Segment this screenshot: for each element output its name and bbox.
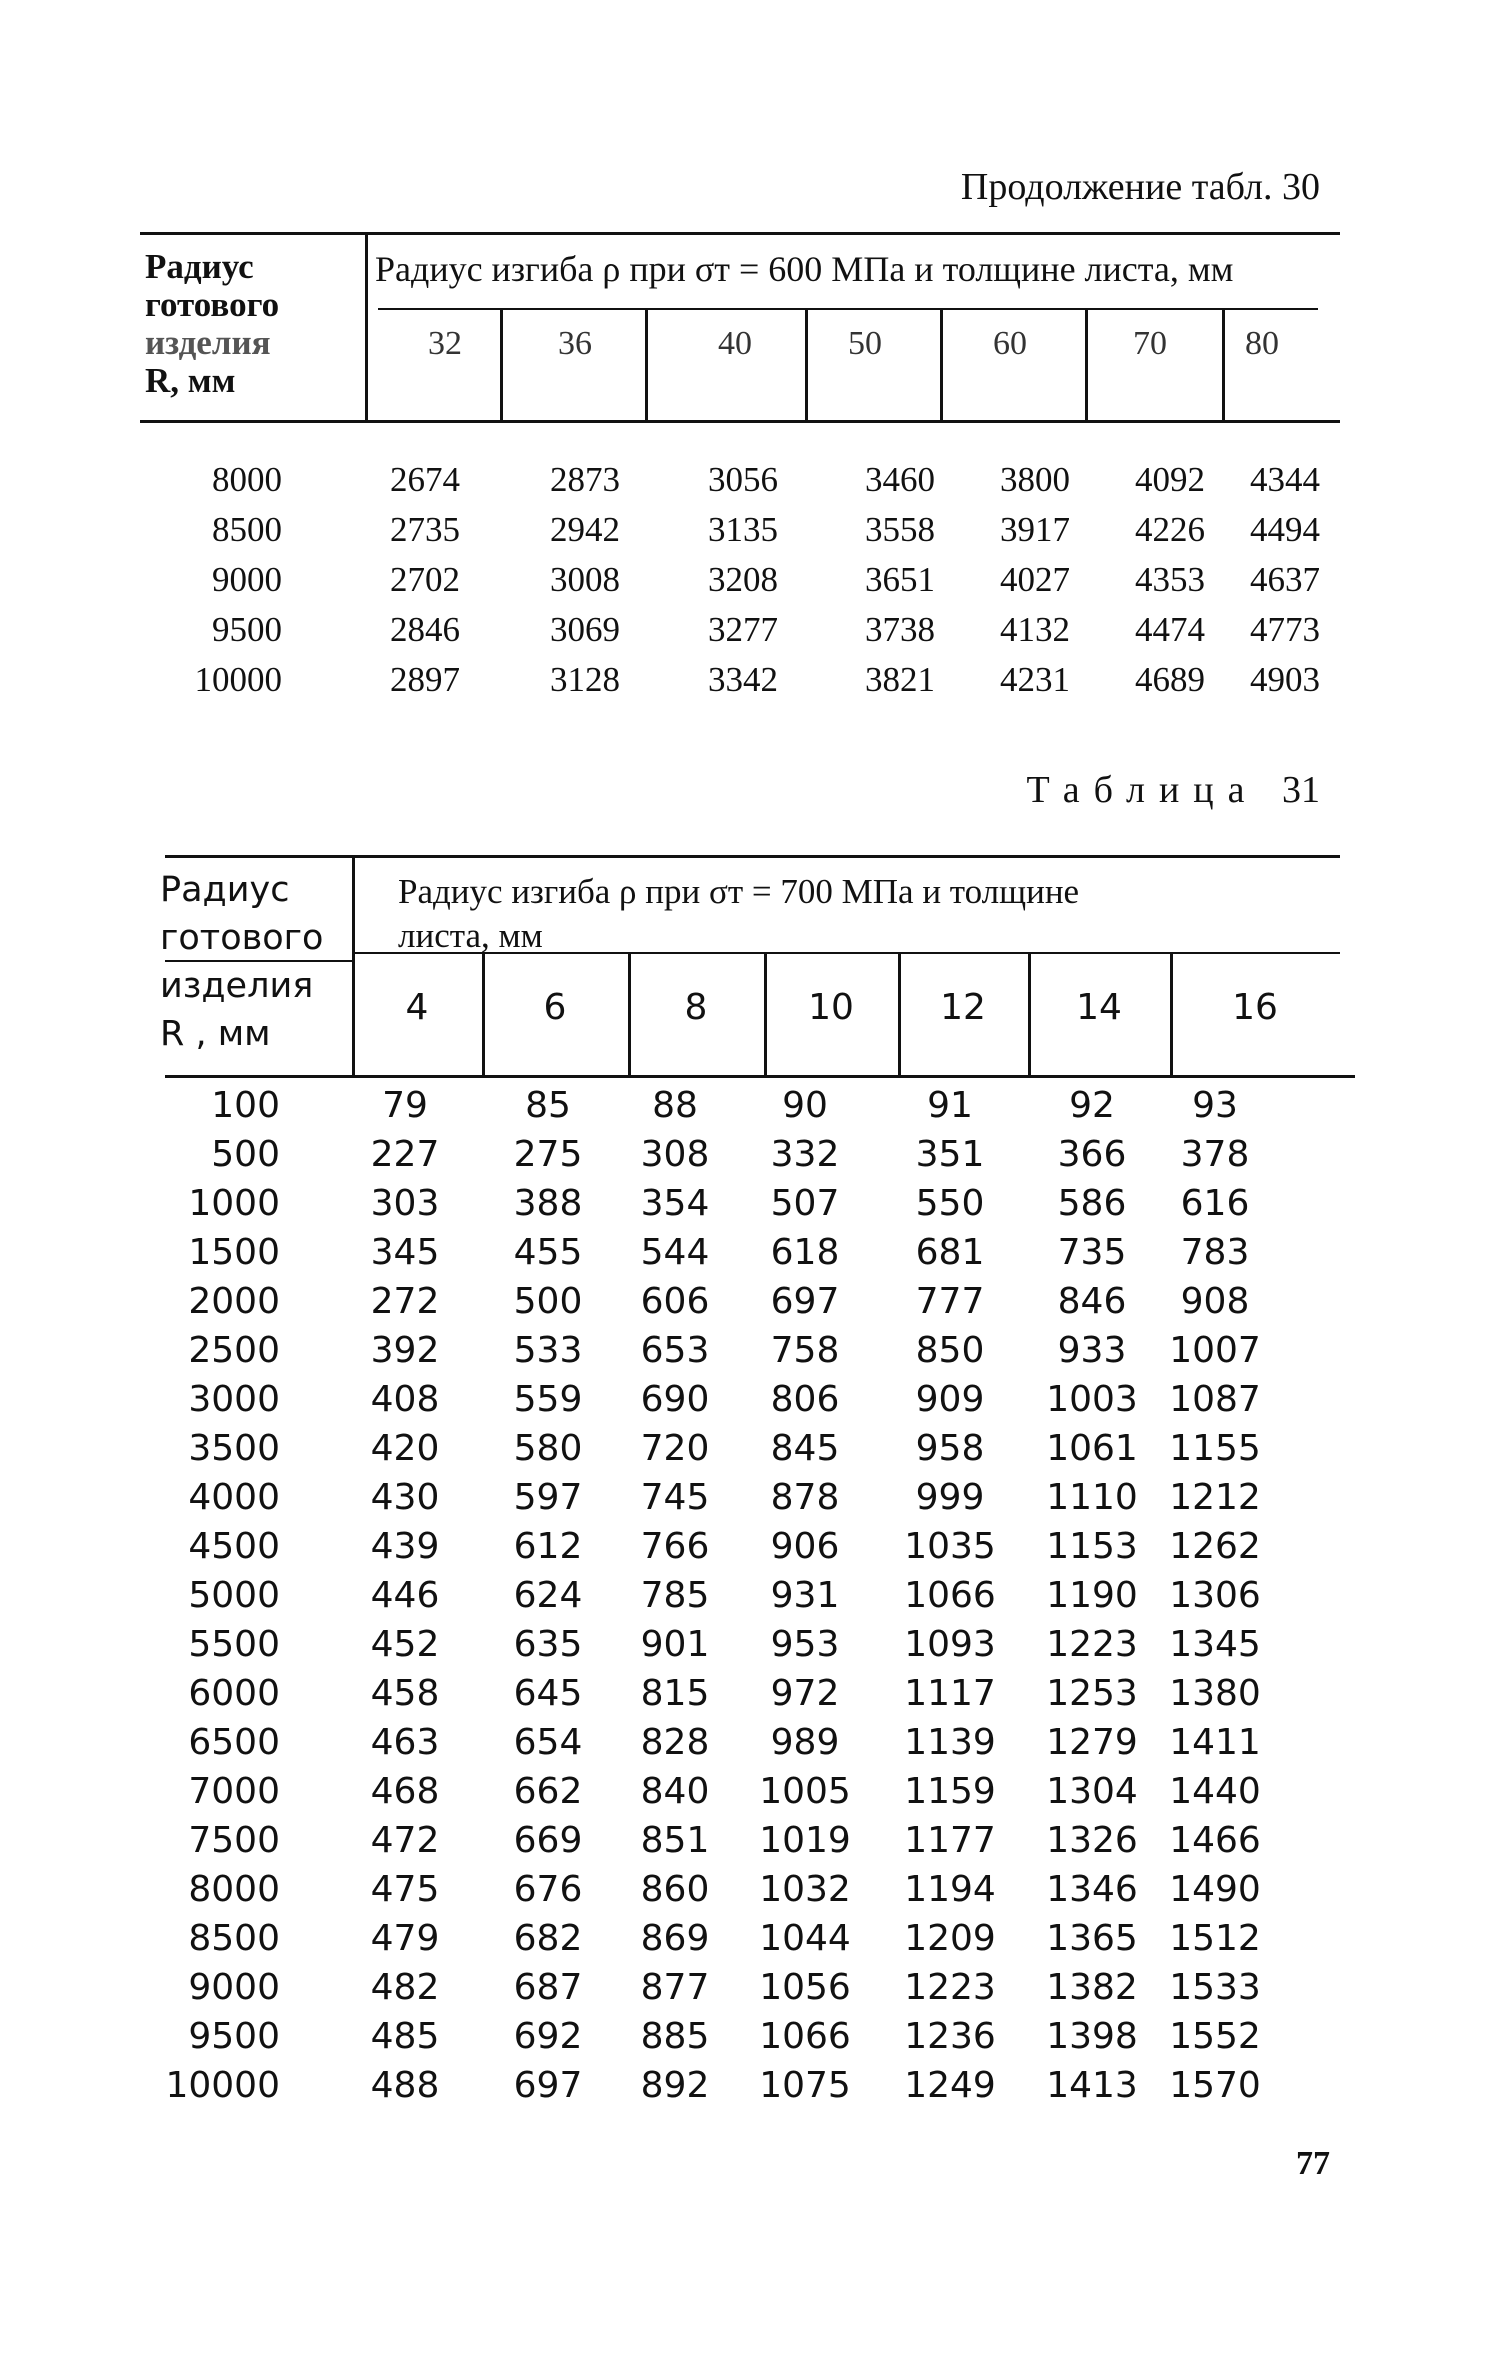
table-cell: 1056 [759, 1967, 851, 2008]
table-cell: 1249 [904, 2065, 996, 2106]
table-30-column-header: Радиус изгиба ρ при σт = 600 МПа и толщине листа, мм [375, 249, 1234, 289]
table-cell: 4226 [1135, 510, 1205, 549]
table-cell: 3135 [708, 510, 778, 549]
table-30-divider [940, 310, 943, 420]
table-cell: 681 [915, 1232, 985, 1273]
row-radius: 3500 [188, 1428, 280, 1469]
row-radius: 1500 [188, 1232, 280, 1273]
table-cell: 408 [370, 1379, 440, 1420]
table-cell: 3917 [1000, 510, 1070, 549]
table-30-divider [1085, 310, 1088, 420]
row-radius: 5000 [188, 1575, 280, 1616]
table-cell: 4353 [1135, 560, 1205, 599]
table-cell: 697 [513, 2065, 583, 2106]
table-cell: 806 [770, 1379, 840, 1420]
table-cell: 1466 [1169, 1820, 1261, 1861]
table-cell: 682 [513, 1918, 583, 1959]
table-cell: 953 [770, 1624, 840, 1665]
table-cell: 766 [640, 1526, 710, 1567]
table-cell: 1035 [904, 1526, 996, 1567]
row-radius: 9000 [188, 1967, 280, 2008]
table-30-row-header: Радиус готового изделия R, мм [145, 247, 280, 400]
table-cell: 909 [915, 1379, 985, 1420]
table-cell: 3800 [1000, 460, 1070, 499]
table-cell: 1194 [904, 1869, 996, 1910]
table-cell: 472 [370, 1820, 440, 1861]
table-cell: 1512 [1169, 1918, 1261, 1959]
table-30-divider [645, 310, 648, 420]
table-cell: 1223 [904, 1967, 996, 2008]
table-31-header-bottom-rule [165, 1075, 1355, 1078]
thickness-header: 6 [543, 987, 567, 1028]
table-cell: 392 [370, 1330, 440, 1371]
table-cell: 1552 [1169, 2016, 1261, 2057]
table-cell: 933 [1057, 1330, 1127, 1371]
table-cell: 332 [770, 1134, 840, 1175]
table-cell: 1212 [1169, 1477, 1261, 1518]
table-cell: 1262 [1169, 1526, 1261, 1567]
thickness-header: 70 [1133, 325, 1167, 362]
table-cell: 544 [640, 1232, 710, 1273]
table-cell: 388 [513, 1183, 583, 1224]
row-radius: 10000 [165, 2065, 280, 2106]
table-cell: 580 [513, 1428, 583, 1469]
table-cell: 1117 [904, 1673, 996, 1714]
table-cell: 1223 [1046, 1624, 1138, 1665]
row-radius: 2000 [188, 1281, 280, 1322]
table-cell: 93 [1192, 1085, 1238, 1126]
table-cell: 1190 [1046, 1575, 1138, 1616]
table-cell: 1533 [1169, 1967, 1261, 2008]
table-cell: 2846 [390, 610, 460, 649]
table-cell: 1159 [904, 1771, 996, 1812]
table-cell: 735 [1057, 1232, 1127, 1273]
table-30-divider [365, 232, 368, 420]
table-cell: 308 [640, 1134, 710, 1175]
thickness-header: 16 [1232, 987, 1278, 1028]
table-cell: 972 [770, 1673, 840, 1714]
table-cell: 354 [640, 1183, 710, 1224]
table-cell: 3056 [708, 460, 778, 499]
table-cell: 906 [770, 1526, 840, 1567]
table-cell: 3558 [865, 510, 935, 549]
table-cell: 458 [370, 1673, 440, 1714]
table-cell: 303 [370, 1183, 440, 1224]
table-cell: 635 [513, 1624, 583, 1665]
table-cell: 1236 [904, 2016, 996, 2057]
table-cell: 1411 [1169, 1722, 1261, 1763]
table-cell: 488 [370, 2065, 440, 2106]
thickness-header: 12 [940, 987, 986, 1028]
table-cell: 3008 [550, 560, 620, 599]
table-30-top-rule [140, 232, 1340, 235]
table-cell: 420 [370, 1428, 440, 1469]
table-cell: 3651 [865, 560, 935, 599]
table-cell: 815 [640, 1673, 710, 1714]
table-cell: 1382 [1046, 1967, 1138, 2008]
table-cell: 1177 [904, 1820, 996, 1861]
table-cell: 2735 [390, 510, 460, 549]
table-cell: 1304 [1046, 1771, 1138, 1812]
table-cell: 597 [513, 1477, 583, 1518]
table-31-title-word: Таблица [1026, 769, 1259, 811]
table-cell: 1253 [1046, 1673, 1138, 1714]
table-cell: 4773 [1250, 610, 1320, 649]
table-cell: 1365 [1046, 1918, 1138, 1959]
table-cell: 645 [513, 1673, 583, 1714]
thickness-header: 36 [558, 325, 592, 362]
table-cell: 1346 [1046, 1869, 1138, 1910]
table-cell: 4474 [1135, 610, 1205, 649]
table-cell: 3738 [865, 610, 935, 649]
table-cell: 869 [640, 1918, 710, 1959]
table-cell: 1003 [1046, 1379, 1138, 1420]
row-radius: 500 [211, 1134, 280, 1175]
table-cell: 908 [1180, 1281, 1250, 1322]
table-cell: 85 [525, 1085, 571, 1126]
table-cell: 500 [513, 1281, 583, 1322]
table-31-top-rule [165, 855, 1340, 858]
table-cell: 846 [1057, 1281, 1127, 1322]
table-cell: 3208 [708, 560, 778, 599]
table-cell: 4903 [1250, 660, 1320, 699]
table-cell: 479 [370, 1918, 440, 1959]
row-radius: 9000 [212, 560, 282, 599]
table-cell: 4027 [1000, 560, 1070, 599]
row-radius: 100 [211, 1085, 280, 1126]
table-cell: 79 [382, 1085, 428, 1126]
table-cell: 4132 [1000, 610, 1070, 649]
table-31-title-number: 31 [1282, 769, 1320, 811]
table-cell: 227 [370, 1134, 440, 1175]
table-cell: 720 [640, 1428, 710, 1469]
table-cell: 1398 [1046, 2016, 1138, 2057]
table-cell: 624 [513, 1575, 583, 1616]
table-31-row-header: Радиус готового изделия R , мм [160, 870, 324, 1054]
row-radius: 4000 [188, 1477, 280, 1518]
table-cell: 758 [770, 1330, 840, 1371]
table-cell: 430 [370, 1477, 440, 1518]
table-cell: 3277 [708, 610, 778, 649]
table-cell: 1007 [1169, 1330, 1261, 1371]
table-31-column-header: Радиус изгиба ρ при σт = 700 МПа и толщине листа, мм [398, 872, 1080, 955]
table-cell: 452 [370, 1624, 440, 1665]
thickness-header: 50 [848, 325, 882, 362]
table-cell: 999 [915, 1477, 985, 1518]
table-cell: 878 [770, 1477, 840, 1518]
table-cell: 606 [640, 1281, 710, 1322]
table-cell: 777 [915, 1281, 985, 1322]
table-cell: 612 [513, 1526, 583, 1567]
table-cell: 351 [915, 1134, 985, 1175]
table-cell: 559 [513, 1379, 583, 1420]
table-cell: 1019 [759, 1820, 851, 1861]
row-radius: 7500 [188, 1820, 280, 1861]
row-radius: 10000 [194, 660, 282, 699]
table-cell: 785 [640, 1575, 710, 1616]
table-cell: 1345 [1169, 1624, 1261, 1665]
table-31-title [880, 768, 1320, 812]
table-cell: 378 [1180, 1134, 1250, 1175]
table-cell: 4637 [1250, 560, 1320, 599]
table-cell: 550 [915, 1183, 985, 1224]
row-radius: 4500 [188, 1526, 280, 1567]
thickness-header: 40 [718, 325, 752, 362]
row-radius: 7000 [188, 1771, 280, 1812]
table-cell: 783 [1180, 1232, 1250, 1273]
table-cell: 1093 [904, 1624, 996, 1665]
row-radius: 6500 [188, 1722, 280, 1763]
table-cell: 697 [770, 1281, 840, 1322]
table-cell: 1075 [759, 2065, 851, 2106]
table-cell: 2873 [550, 460, 620, 499]
row-radius: 8500 [188, 1918, 280, 1959]
table-cell: 275 [513, 1134, 583, 1175]
table-cell: 931 [770, 1575, 840, 1616]
thickness-header: 60 [993, 325, 1027, 362]
table-cell: 4689 [1135, 660, 1205, 699]
table-cell: 1380 [1169, 1673, 1261, 1714]
table-cell: 485 [370, 2016, 440, 2057]
table-cell: 2942 [550, 510, 620, 549]
row-radius: 8500 [212, 510, 282, 549]
row-radius: 8000 [212, 460, 282, 499]
table-cell: 1087 [1169, 1379, 1261, 1420]
table-cell: 1413 [1046, 2065, 1138, 2106]
table-cell: 4092 [1135, 460, 1205, 499]
table-cell: 3460 [865, 460, 935, 499]
table-cell: 475 [370, 1869, 440, 1910]
table-cell: 439 [370, 1526, 440, 1567]
table-cell: 4231 [1000, 660, 1070, 699]
row-radius: 9500 [188, 2016, 280, 2057]
table-cell: 877 [640, 1967, 710, 2008]
table-cell: 1005 [759, 1771, 851, 1812]
table-cell: 692 [513, 2016, 583, 2057]
table-30-subheader-rule [378, 308, 1318, 310]
table-cell: 2702 [390, 560, 460, 599]
table-cell: 1139 [904, 1722, 996, 1763]
table-cell: 850 [915, 1330, 985, 1371]
table-cell: 1066 [759, 2016, 851, 2057]
row-radius: 8000 [188, 1869, 280, 1910]
table-cell: 669 [513, 1820, 583, 1861]
table-cell: 2674 [390, 460, 460, 499]
table-cell: 1326 [1046, 1820, 1138, 1861]
table-30-header-bottom-rule [140, 420, 1340, 423]
table-cell: 463 [370, 1722, 440, 1763]
table-cell: 687 [513, 1967, 583, 2008]
row-radius: 6000 [188, 1673, 280, 1714]
table-cell: 901 [640, 1624, 710, 1665]
table-cell: 1209 [904, 1918, 996, 1959]
table-cell: 586 [1057, 1183, 1127, 1224]
table-cell: 840 [640, 1771, 710, 1812]
table-cell: 468 [370, 1771, 440, 1812]
table-cell: 885 [640, 2016, 710, 2057]
table-cell: 892 [640, 2065, 710, 2106]
table-cell: 4344 [1250, 460, 1320, 499]
table-cell: 1440 [1169, 1771, 1261, 1812]
table-cell: 845 [770, 1428, 840, 1469]
table-cell: 616 [1180, 1183, 1250, 1224]
table-cell: 828 [640, 1722, 710, 1763]
table-cell: 958 [915, 1428, 985, 1469]
table-cell: 90 [782, 1085, 828, 1126]
table-cell: 1490 [1169, 1869, 1261, 1910]
table-cell: 92 [1069, 1085, 1115, 1126]
thickness-header: 14 [1076, 987, 1122, 1028]
table-cell: 1153 [1046, 1526, 1138, 1567]
table-cell: 690 [640, 1379, 710, 1420]
table-cell: 745 [640, 1477, 710, 1518]
row-radius: 3000 [188, 1379, 280, 1420]
table-cell: 455 [513, 1232, 583, 1273]
table-cell: 1306 [1169, 1575, 1261, 1616]
table-cell: 2897 [390, 660, 460, 699]
table-cell: 1061 [1046, 1428, 1138, 1469]
page-number: 77 [1296, 2145, 1330, 2182]
thickness-header: 4 [405, 987, 429, 1028]
table-cell: 366 [1057, 1134, 1127, 1175]
table-cell: 533 [513, 1330, 583, 1371]
row-radius: 5500 [188, 1624, 280, 1665]
thickness-header: 80 [1245, 325, 1279, 362]
table-cell: 3128 [550, 660, 620, 699]
row-radius: 9500 [212, 610, 282, 649]
table-cell: 3342 [708, 660, 778, 699]
table-cell: 1066 [904, 1575, 996, 1616]
row-radius: 1000 [188, 1183, 280, 1224]
table-cell: 4494 [1250, 510, 1320, 549]
table-cell: 3069 [550, 610, 620, 649]
table-cell: 989 [770, 1722, 840, 1763]
table-cell: 272 [370, 1281, 440, 1322]
table-cell: 345 [370, 1232, 440, 1273]
thickness-header: 10 [808, 987, 854, 1028]
table-cell: 654 [513, 1722, 583, 1763]
row-radius: 2500 [188, 1330, 280, 1371]
thickness-header: 32 [428, 325, 462, 362]
table-cell: 676 [513, 1869, 583, 1910]
table-cell: 1110 [1046, 1477, 1138, 1518]
table-cell: 91 [927, 1085, 973, 1126]
table-cell: 618 [770, 1232, 840, 1273]
table-cell: 446 [370, 1575, 440, 1616]
table-cell: 860 [640, 1869, 710, 1910]
table-cell: 851 [640, 1820, 710, 1861]
table-cell: 3821 [865, 660, 935, 699]
table-cell: 1279 [1046, 1722, 1138, 1763]
table-cell: 1032 [759, 1869, 851, 1910]
continuation-caption: Продолжение табл. 30 [960, 166, 1320, 208]
table-cell: 1155 [1169, 1428, 1261, 1469]
table-cell: 1570 [1169, 2065, 1261, 2106]
table-cell: 662 [513, 1771, 583, 1812]
table-cell: 507 [770, 1183, 840, 1224]
table-cell: 1044 [759, 1918, 851, 1959]
table-cell: 88 [652, 1085, 698, 1126]
thickness-header: 8 [684, 987, 708, 1028]
table-cell: 653 [640, 1330, 710, 1371]
table-cell: 482 [370, 1967, 440, 2008]
